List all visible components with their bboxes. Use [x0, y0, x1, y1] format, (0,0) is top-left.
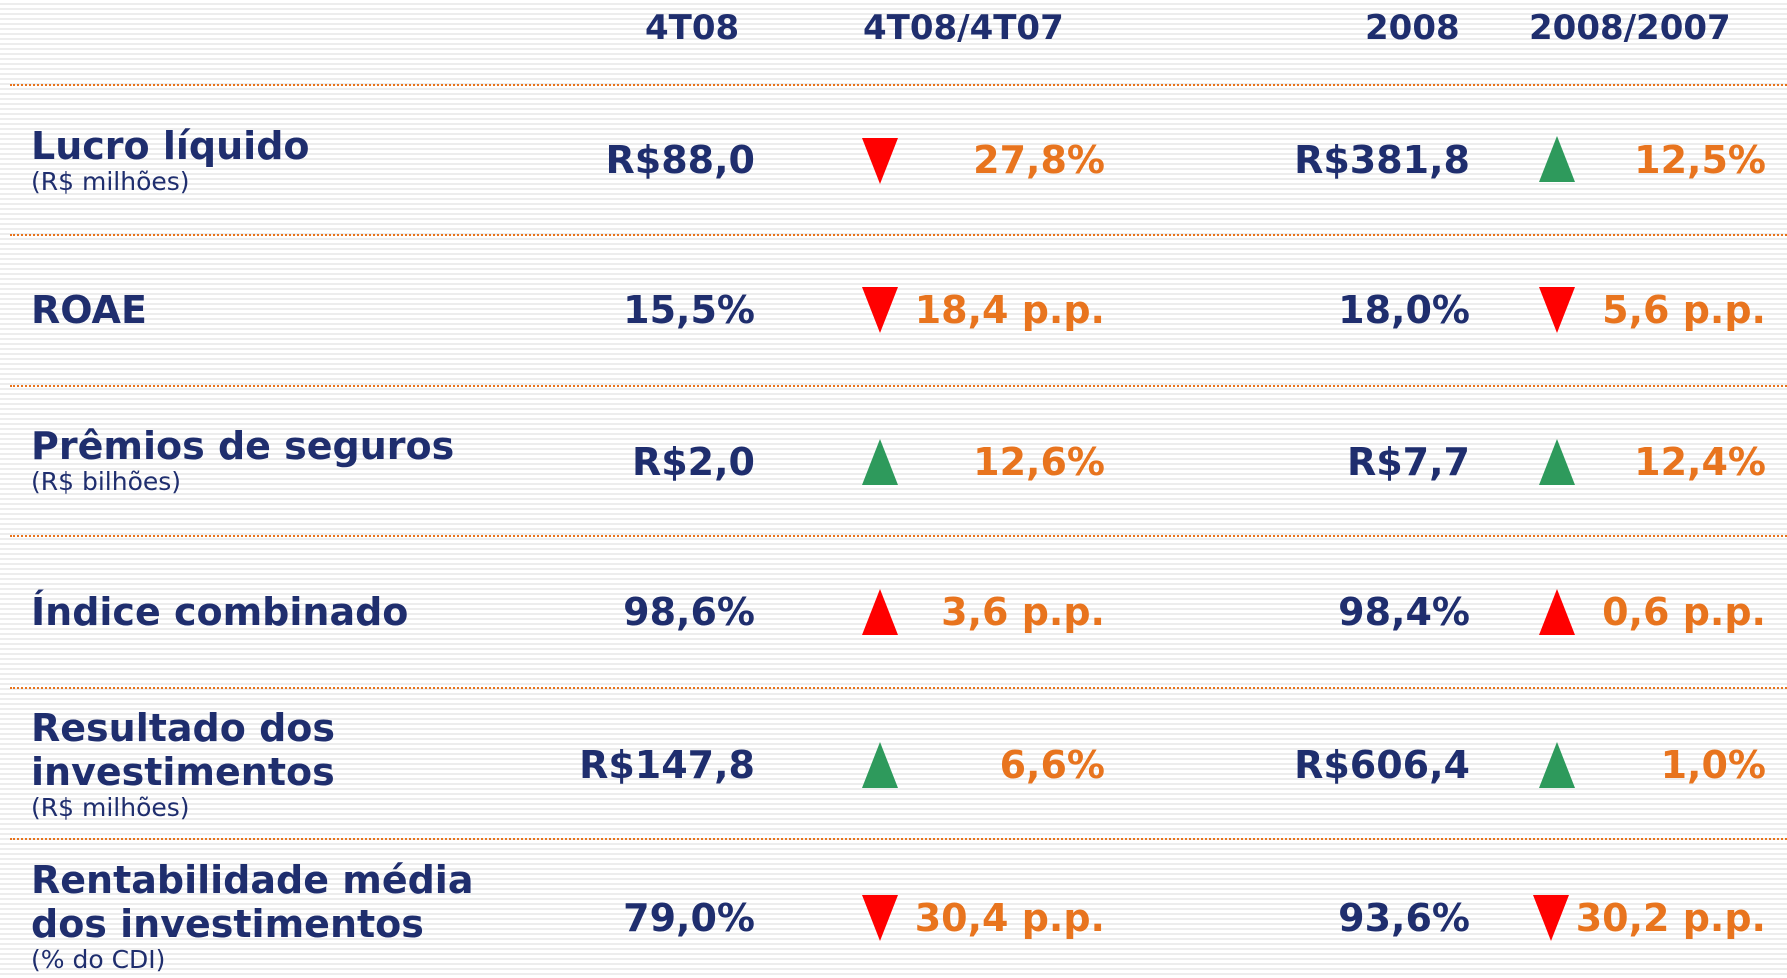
row-label-line1: Resultado dos [31, 706, 335, 750]
up-arrow-icon [1539, 742, 1575, 788]
change-4t08-4t07: 30,4 p.p. [914, 896, 1105, 940]
row-sublabel: (% do CDI) [31, 945, 166, 974]
up-arrow-icon [1539, 589, 1575, 635]
value-2008: 93,6% [1338, 896, 1470, 940]
value-4t08: R$147,8 [579, 743, 755, 787]
change-2008-2007: 5,6 p.p. [1602, 288, 1766, 332]
separator [10, 838, 1787, 840]
value-4t08: 79,0% [623, 896, 755, 940]
separator [10, 385, 1787, 387]
change-2008-2007: 12,5% [1634, 138, 1766, 182]
header-4t08: 4T08 [645, 8, 740, 48]
row-label-premios-de-seguros [31, 424, 454, 496]
change-2008-2007: 1,0% [1660, 743, 1766, 787]
up-arrow-icon [1539, 136, 1575, 182]
row-sublabel: (R$ milhões) [31, 793, 190, 822]
change-2008-2007: 12,4% [1634, 440, 1766, 484]
change-4t08-4t07: 18,4 p.p. [914, 288, 1105, 332]
header-2008: 2008 [1365, 8, 1460, 48]
value-2008: 18,0% [1338, 288, 1470, 332]
down-arrow-icon [862, 287, 898, 333]
down-arrow-icon [862, 895, 898, 941]
row-label-line2: dos investimentos [31, 902, 424, 946]
separator [10, 234, 1787, 236]
value-2008: R$381,8 [1294, 138, 1470, 182]
value-2008: R$7,7 [1346, 440, 1470, 484]
row-sublabel: (R$ bilhões) [31, 467, 182, 496]
up-arrow-icon [1539, 439, 1575, 485]
row-label-line1: Rentabilidade média [31, 858, 474, 902]
separator [10, 535, 1787, 537]
separator [10, 687, 1787, 689]
down-arrow-icon [862, 138, 898, 184]
value-2008: 98,4% [1338, 590, 1470, 634]
separator [10, 84, 1787, 86]
row-label: Índice combinado [31, 590, 409, 634]
change-4t08-4t07: 3,6 p.p. [941, 590, 1105, 634]
value-4t08: 98,6% [623, 590, 755, 634]
up-arrow-icon [862, 589, 898, 635]
row-label: Lucro líquido [31, 124, 310, 168]
row-label-indice-combinado [31, 590, 408, 634]
change-4t08-4t07: 12,6% [973, 440, 1105, 484]
down-arrow-icon [1533, 895, 1569, 941]
change-2008-2007: 30,2 p.p. [1575, 896, 1766, 940]
row-label-line2: investimentos [31, 750, 335, 794]
change-4t08-4t07: 6,6% [999, 743, 1105, 787]
header-2008-2007: 2008/2007 [1529, 8, 1731, 48]
change-2008-2007: 0,6 p.p. [1602, 590, 1766, 634]
row-label-resultado-dos-investimentos [31, 706, 335, 822]
row-label: Prêmios de seguros [31, 424, 455, 468]
row-sublabel: (R$ milhões) [31, 167, 190, 196]
value-4t08: R$2,0 [631, 440, 755, 484]
value-4t08: 15,5% [623, 288, 755, 332]
row-label-roae [31, 288, 147, 332]
row-label: ROAE [31, 288, 147, 332]
value-2008: R$606,4 [1294, 743, 1470, 787]
header-4t08-4t07: 4T08/4T07 [863, 8, 1064, 48]
value-4t08: R$88,0 [605, 138, 755, 182]
row-label-rentabilidade-media [31, 858, 473, 974]
up-arrow-icon [862, 742, 898, 788]
change-4t08-4t07: 27,8% [973, 138, 1105, 182]
row-label-lucro-liquido [31, 124, 310, 196]
down-arrow-icon [1539, 287, 1575, 333]
up-arrow-icon [862, 439, 898, 485]
